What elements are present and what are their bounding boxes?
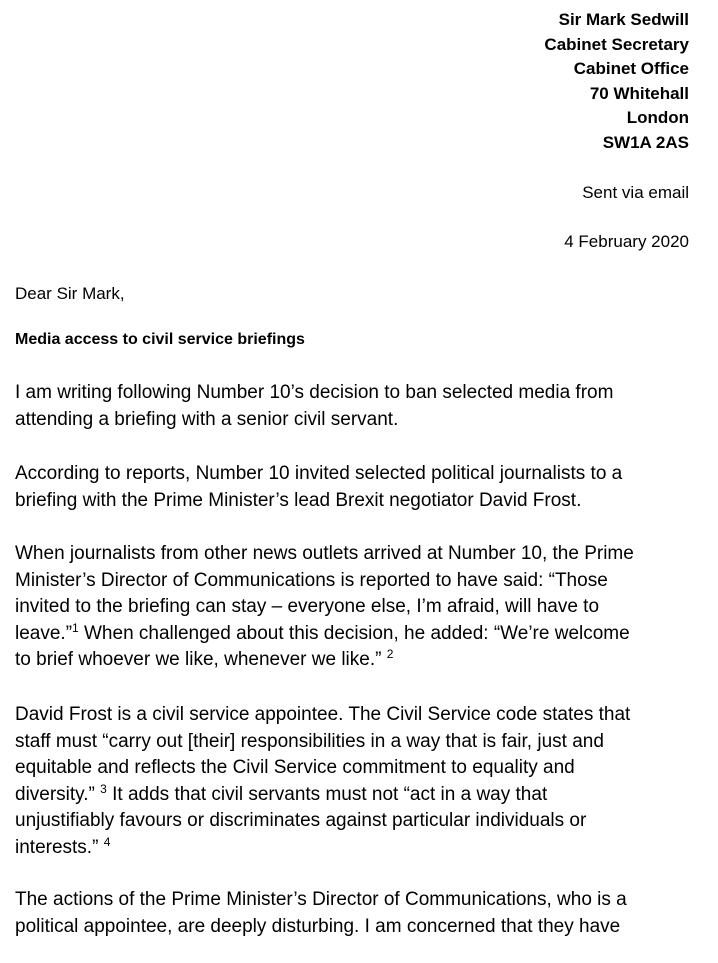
paragraph-line: David Frost is a civil service appointee. The Civil Service code states that — [15, 704, 631, 725]
recipient-street: 70 Whitehall — [589, 83, 689, 103]
line-text: It adds that civil servants must not “act in a way that — [106, 783, 548, 805]
paragraph-line: political appointee, are deeply disturbing. I am concerned that they have — [15, 915, 621, 937]
paragraph-line: The actions of the Prime Minister’s Director of Communications, who is a — [15, 889, 627, 910]
recipient-name: Sir Mark Sedwill — [558, 10, 689, 29]
footnote-marker: 3 — [100, 781, 107, 796]
paragraph-line — [15, 835, 705, 862]
line-text: leave.” — [15, 622, 73, 644]
paragraph-line — [15, 621, 705, 648]
paragraph-line — [15, 782, 705, 809]
footnote-marker: 4 — [103, 834, 111, 849]
paragraph-line: When journalists from other news outlets arrived at Number 10, the Prime — [15, 543, 634, 564]
recipient-postcode: SW1A 2AS — [602, 132, 689, 152]
paragraph-5 — [15, 887, 705, 940]
paragraph-2 — [15, 461, 705, 514]
paragraph-line: invited to the briefing can stay – everyone else, I’m afraid, will have to — [15, 596, 600, 617]
paragraph-line: Minister’s Director of Communications is reported to have said: “Those — [15, 569, 608, 591]
paragraph-4 — [15, 702, 705, 861]
sent-via: Sent via email — [582, 183, 689, 202]
paragraph-line: attending a briefing with a senior civil servant. — [15, 408, 399, 430]
paragraph-line: briefing with the Prime Minister’s lead Brexit negotiator David Frost. — [15, 489, 582, 511]
line-text: to brief whoever we like, whenever we like.” — [15, 649, 382, 670]
subject-line: Media access to civil service briefings — [15, 331, 305, 348]
footnote-marker: 2 — [386, 647, 394, 661]
footnote-marker: 1 — [72, 620, 79, 635]
paragraph-1 — [15, 380, 705, 433]
recipient-city: London — [626, 108, 689, 127]
paragraph-line: staff must “carry out [their] responsibilities in a way that is fair, just and — [15, 730, 604, 752]
line-text: interests.” — [15, 836, 99, 858]
paragraph-line — [15, 647, 705, 674]
paragraph-line: equitable and reflects the Civil Service commitment to equality and — [15, 757, 575, 778]
paragraph-line: I am writing following Number 10’s decision to ban selected media from — [15, 382, 614, 403]
line-text: When challenged about this decision, he added: “We’re welcome — [78, 622, 630, 644]
letter-date: 4 February 2020 — [564, 232, 689, 251]
recipient-title: Cabinet Secretary — [544, 34, 689, 54]
paragraph-3 — [15, 541, 705, 674]
recipient-address — [544, 8, 689, 155]
recipient-office: Cabinet Office — [573, 59, 689, 78]
paragraph-line: According to reports, Number 10 invited selected political journalists to a — [15, 463, 623, 484]
salutation: Dear Sir Mark, — [15, 284, 125, 303]
paragraph-line: unjustifiably favours or discriminates against particular individuals or — [15, 810, 587, 831]
line-text: diversity.” — [15, 783, 95, 805]
